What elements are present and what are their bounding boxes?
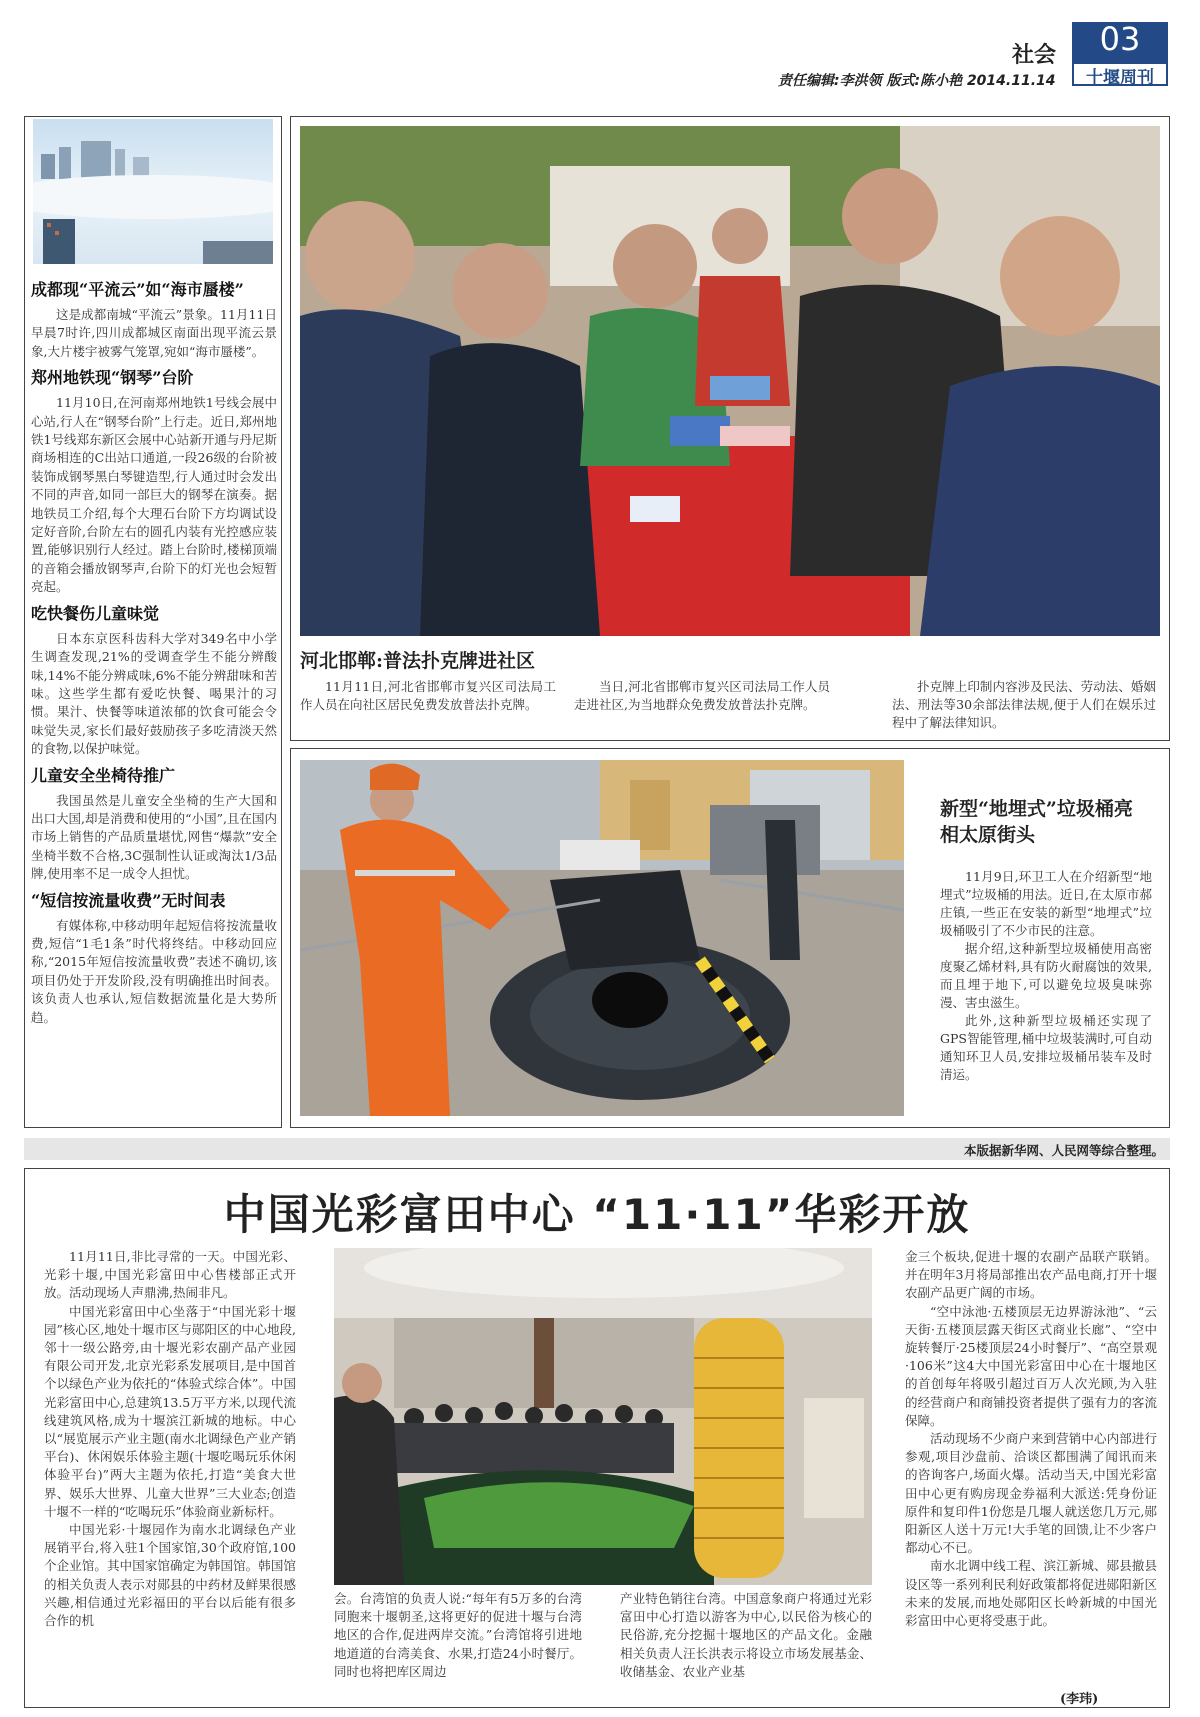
source-note: 本版据新华网、人民网等综合整理。 [963, 1143, 1164, 1158]
mid-story-body [940, 868, 1152, 1084]
feature-col-3-p3: 活动现场不少商户来到营销中心内部进行参观,项目沙盘前、洽谈区都围满了闻讯而来的咨询客户,场面火爆。活动当天,中国光彩富田中心更有购房现金券福利大派送:凭身份证原件和复印件1份您是几堰人就送您几万元,郧阳新区人送十万元!大手笔的回馈,让不少客户都动心不已。 [905, 1431, 1157, 1556]
brief-5-title: “短信按流量收费”无时间表 [31, 890, 226, 910]
feature-col-1 [44, 1248, 296, 1630]
page-number: 03 [1099, 20, 1141, 58]
feature-story-title: 中国光彩富田中心 “11·11”华彩开放 [223, 1190, 971, 1239]
feature-col-3-p2: “空中泳池·五楼顶层无边界游泳池”、“云天街·五楼顶层露天街区式商业长廊”、“空中旋转餐厅·25楼顶层24小时餐厅”、“高空景观·106米”这4大中国光彩富田中心在十堰地区的首创每年将吸引超过百万人次光顾,为入驻的经营商户和商铺投资者提供了强有力的客流保障。 [905, 1303, 1157, 1428]
feature-col-1-p2: 中国光彩富田中心坐落于“中国光彩十堰园”核心区,地处十堰市区与郧阳区的中心地段,邻十一级公路旁,由十堰光彩农副产品产业园有限公司开发,北京光彩系发展项目,是中国首个以绿色产业为依托的“体验式综合体”。中国光彩富田中心,总建筑13.5万平方米,以现代流线建筑风格,成为十堰滨江新城的地标。中心以“展览展示产业主题(南水北调绿色产业产销平台)、休闲娱乐体验主题(十堰吃喝玩乐休闲体验平台)”两大主题为依托,打造“美食大世界、娱乐大世界、儿童大世界”三大业态;创造十堰不一样的“吃喝玩乐”体验商业新标杆。 [44, 1303, 296, 1519]
mid-story-p3: 此外,这种新型垃圾桶还实现了GPS智能管理,桶中垃圾装满时,可自动通知环卫人员,安排垃圾桶吊装车及时清运。 [940, 1013, 1152, 1082]
brief-4-title: 儿童安全坐椅待推广 [31, 765, 176, 785]
feature-col-2a-text: 会。台湾馆的负责人说:“每年有5万多的台湾同胞来十堰朝圣,这将更好的促进十堰与台湾地区的合作,促进两岸交流。”台湾馆将引进地地道道的台湾美食、水果,打造24小时餐厅。同时也将把库区周边 [334, 1591, 582, 1679]
section-label: 社会 [1012, 42, 1057, 68]
feature-col-3-p4: 南水北调中线工程、滨江新城、郧县撤县设区等一系列利民利好政策都将促进郧阳新区未来的发展,而地处郧阳区长岭新城的中国光彩富田中心更将受惠于此。 [905, 1558, 1157, 1629]
feature-col-1-p3: 中国光彩·十堰园作为南水北调绿色产业展销平台,将入驻1个国家馆,30个政府馆,100个企业馆。其中国家馆确定为韩国馆。韩国馆的相关负责人表示对郧县的中药材及鲜果很感兴趣,相信通过光彩福田的平台以后能有很多合作的机 [44, 1522, 296, 1629]
garbage-bin-photo [300, 760, 904, 1116]
brief-4-body: 我国虽然是儿童安全坐椅的生产大国和出口大国,却是消费和使用的“小国”,且在国内市场上销售的产品质量堪忧,网售“爆款”安全坐椅半数不合格,3C强制性认证或淘汰1/3品牌,使用率不足一成令人担忧。 [31, 792, 277, 882]
feature-col-2a [334, 1590, 582, 1681]
brief-1-title: 成都现“平流云”如“海市蜃楼” [31, 280, 244, 299]
brief-2-title: 郑州地铁现“钢琴”台阶 [31, 368, 194, 388]
brief-2-body: 11月10日,在河南郑州地铁1号线会展中心站,行人在“钢琴台阶”上行走。近日,郑州地铁1号线郑东新区会展中心站新开通与丹尼斯商场相连的C出站口通道,一段26级的台阶被装饰成钢琴黑白琴键造型,行人通过时会发出不同的声音,如同一部巨大的钢琴在演奏。据地铁员工介绍,每个大理石台阶下方均调试设定好音阶,台阶左右的圆孔内装有光控感应装置,能够识别行人经过。踏上台阶时,楼梯顶端的音箱会播放钢琴声,台阶下的灯光也会短暂亮起。 [31, 395, 277, 595]
feature-col-3 [905, 1248, 1157, 1630]
paper-name: 十堰周刊 [1086, 68, 1154, 88]
sales-center-photo [334, 1248, 872, 1585]
poker-cards-photo [300, 126, 1160, 636]
brief-news-column [24, 116, 282, 1128]
top-story-title: 河北邯郸:普法扑克牌进社区 [300, 650, 536, 672]
feature-col-1-p1: 11月11日,非比寻常的一天。中国光彩、光彩十堰,中国光彩富田中心售楼部正式开放。活动现场人声鼎沸,热闹非凡。 [44, 1249, 296, 1301]
editor-credits: 责任编辑:李洪领 版式:陈小艳 2014.11.14 [778, 73, 1056, 89]
feature-col-2b [620, 1590, 872, 1681]
brief-3-body: 日本东京医科齿科大学对349名中小学生调查发现,21%的受调查学生不能分辨酸味,14%不能分辨咸味,6%不能分辨甜味和苦味。这些学生都有爱吃快餐、喝果汁的习惯。果汁、快餐等味道浓郁的饮食可能会令味觉失灵,家长们最好鼓励孩子多吃清淡天然的食物,以保护味觉。 [31, 630, 277, 757]
cloud-city-photo [33, 119, 273, 264]
top-story-col-3: 扑克牌上印制内容涉及民法、劳动法、婚姻法、刑法等30余部法律法规,便于人们在娱乐过程中了解法律知识。 [892, 679, 1156, 730]
mid-story-p2: 据介绍,这种新型垃圾桶使用高密度聚乙烯材料,具有防火耐腐蚀的效果,而且埋于地下,可以避免垃圾臭味弥漫、害虫滋生。 [940, 941, 1152, 1010]
brief-1-body: 这是成都南城“平流云”景象。11月11日早晨7时许,四川成都城区南面出现平流云景象,大片楼宇被雾气笼罩,宛如“海市蜃楼”。 [31, 307, 277, 359]
brief-3-title: 吃快餐伤儿童味觉 [31, 603, 160, 623]
top-story-col-1: 11月11日,河北省邯郸市复兴区司法局工作人员在向社区居民免费发放普法扑克牌。 [300, 679, 556, 712]
feature-col-3-p1: 金三个板块,促进十堰的农副产品联产联销。并在明年3月将局部推出农产品电商,打开十堰农副产品更广阔的市场。 [905, 1249, 1157, 1301]
author-credit: (李玮) [1060, 1692, 1099, 1707]
top-story-col-2: 当日,河北省邯郸市复兴区司法局工作人员走进社区,为当地群众免费发放普法扑克牌。 [574, 679, 830, 712]
brief-5-body: 有媒体称,中移动明年起短信将按流量收费,短信“1毛1条”时代将终结。中移动回应称,“2015年短信按流量收费”表述不确切,该项目仍处于开发阶段,没有明确推出时间表。该负责人也承认,短信数据流量化是大势所趋。 [31, 917, 277, 1025]
feature-col-2b-text: 产业特色销往台湾。中国意象商户将通过光彩富田中心打造以游客为中心,以民俗为核心的民俗游,充分挖掘十堰地区的产品文化。金融相关负责人汪长洪表示将设立市场发展基金、收储基金、农业产业基 [620, 1591, 872, 1679]
mid-story-p1: 11月9日,环卫工人在介绍新型“地埋式”垃圾桶的用法。近日,在太原市郝庄镇,一些正在安装的新型“地埋式”垃圾桶吸引了不少市民的注意。 [940, 869, 1152, 938]
mid-story-title: 新型“地埋式”垃圾桶亮相太原街头 [940, 798, 1133, 846]
